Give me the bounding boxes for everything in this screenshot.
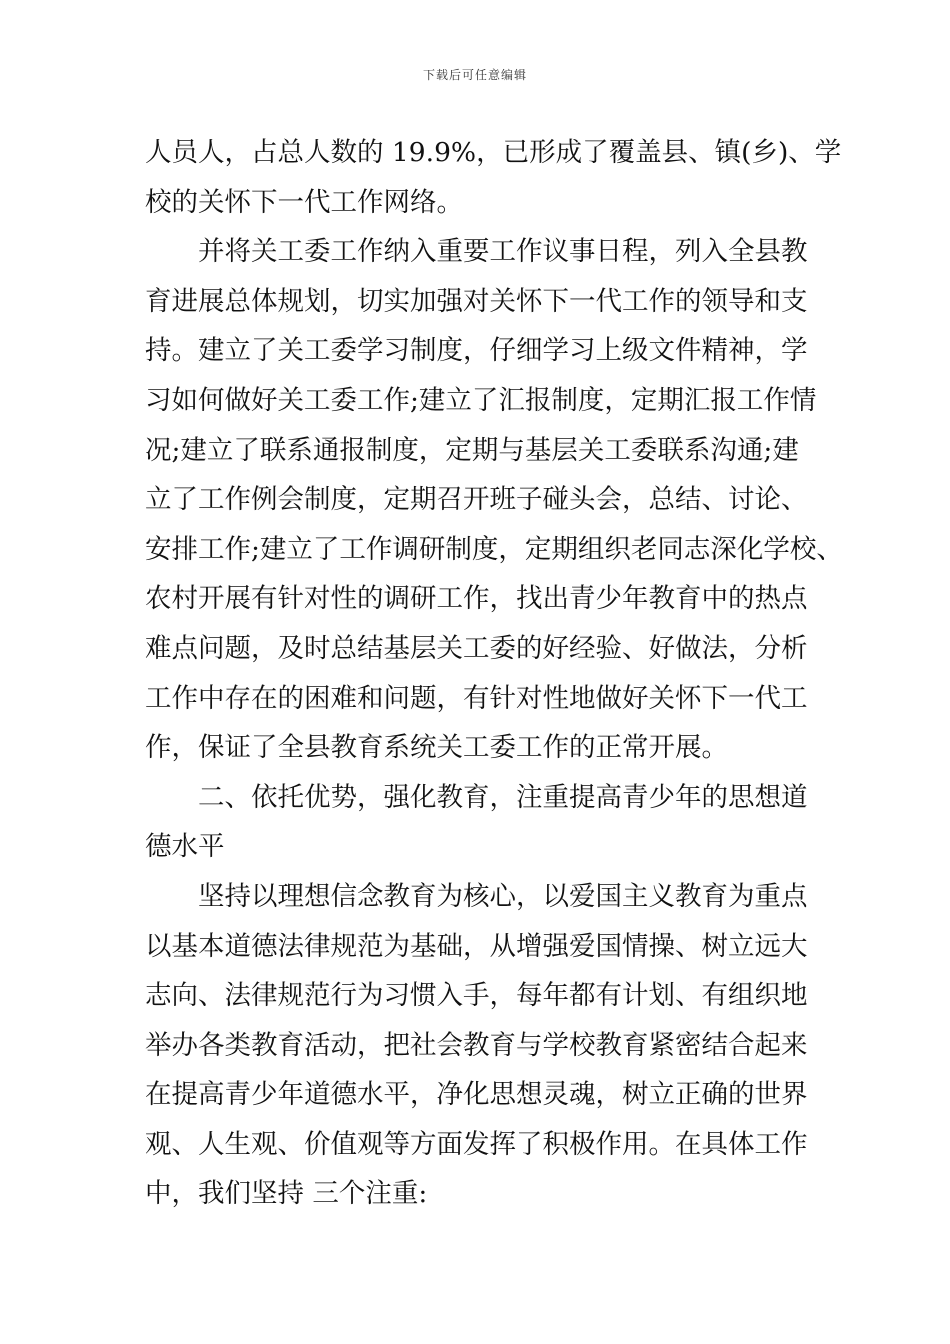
text-line: 习如何做好关工委工作;建立了汇报制度，定期汇报工作情 bbox=[145, 384, 817, 416]
text-line: 立了工作例会制度，定期召开班子碰头会，总结、讨论、 bbox=[145, 484, 808, 516]
text-line: 并将关工委工作纳入重要工作议事日程，列入全县教 bbox=[145, 236, 808, 268]
text-line: 志向、法律规范行为习惯入手，每年都有计划、有组织地 bbox=[145, 980, 808, 1012]
page-header: 下载后可任意编辑 bbox=[422, 68, 527, 82]
text-line: 观、人生观、价值观等方面发挥了积极作用。在具体工作 bbox=[145, 1128, 808, 1160]
text-line: 农村开展有针对性的调研工作，找出青少年教育中的热点 bbox=[145, 583, 808, 615]
text-line: 坚持以理想信念教育为核心，以爱国主义教育为重点 bbox=[145, 880, 808, 912]
text-line: 中，我们坚持 三个注重: bbox=[145, 1178, 428, 1210]
text-line: 工作中存在的困难和问题，有针对性地做好关怀下一代工 bbox=[145, 682, 808, 714]
text-line: 安排工作;建立了工作调研制度，定期组织老同志深化学校、 bbox=[145, 533, 843, 565]
text-line: 持。建立了关工委学习制度，仔细学习上级文件精神，学 bbox=[145, 335, 808, 367]
text-line: 举办各类教育活动，把社会教育与学校教育紧密结合起来 bbox=[145, 1029, 808, 1061]
text-line: 校的关怀下一代工作网络。 bbox=[145, 186, 463, 218]
text-line: 德水平 bbox=[145, 831, 225, 863]
text-line: 在提高青少年道德水平，净化思想灵魂，树立正确的世界 bbox=[145, 1079, 808, 1111]
text-line: 育进展总体规划，切实加强对关怀下一代工作的领导和支 bbox=[145, 285, 808, 317]
document-body bbox=[145, 128, 843, 1219]
text-line: 人员人，占总人数的 19.9%，已形成了覆盖县、镇(乡)、学 bbox=[145, 137, 842, 168]
text-line: 二、依托优势，强化教育，注重提高青少年的思想道 bbox=[145, 781, 808, 813]
text-line: 作，保证了全县教育系统关工委工作的正常开展。 bbox=[145, 732, 728, 764]
text-line: 以基本道德法律规范为基础，从增强爱国情操、树立远大 bbox=[145, 930, 808, 962]
text-line: 况;建立了联系通报制度，定期与基层关工委联系沟通;建 bbox=[145, 434, 799, 466]
text-line: 难点问题，及时总结基层关工委的好经验、好做法，分析 bbox=[145, 632, 808, 664]
